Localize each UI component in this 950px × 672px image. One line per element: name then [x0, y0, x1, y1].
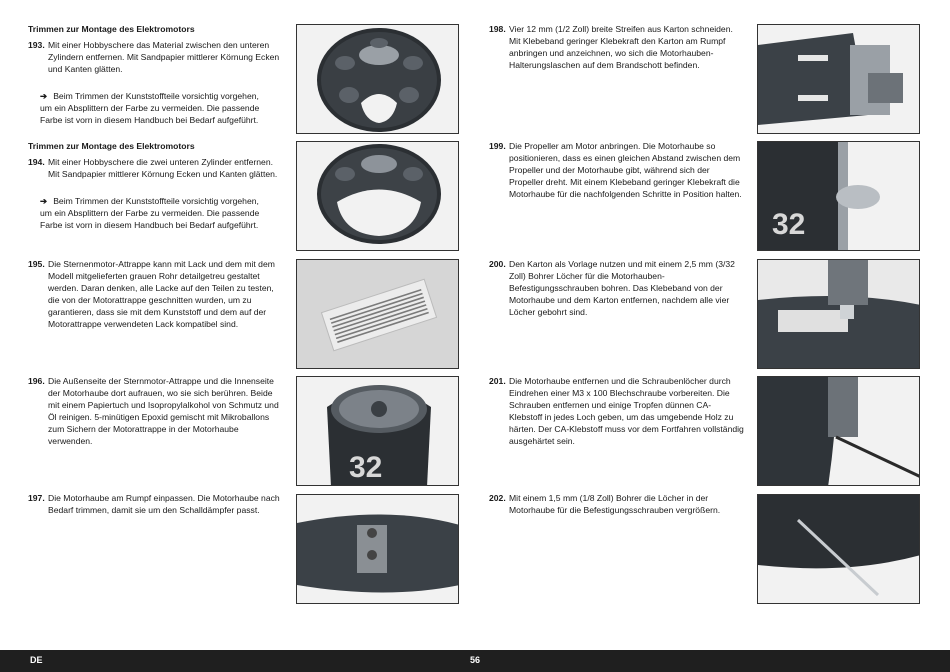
step-number: 197.	[28, 493, 45, 503]
screw-hole-photo	[758, 377, 920, 486]
photo-step-195	[296, 259, 459, 369]
photo-step-200	[757, 259, 920, 369]
propeller-cowl-photo	[758, 142, 920, 251]
cowl-trimmed-photo	[297, 25, 459, 134]
section-heading-1: Trimmen zur Montage des Elektromotors	[28, 24, 195, 34]
cowl-number: 32	[772, 208, 806, 241]
cowl-drill-bit-photo	[758, 495, 920, 604]
step-number: 196.	[28, 376, 45, 386]
note-text: Beim Trimmen der Kunststoffteile vorsichtig vorgehen, um ein Absplittern der Farbe zu vermeiden. Die passende Farbe ist vorn in diesem Handbuch bei Bedarf aufgeführt.	[40, 196, 260, 230]
note-text: Beim Trimmen der Kunststoffteile vorsichtig vorgehen, um ein Absplittern der Farbe zu vermeiden. Die passende Farbe ist vorn in diesem Handbuch bei Bedarf aufgeführt.	[40, 91, 260, 125]
note-2	[40, 195, 272, 231]
tube-package-photo	[297, 260, 459, 369]
step-number: 193.	[28, 40, 45, 50]
step-202	[489, 492, 744, 516]
step-text: Mit einer Hobbyschere die zwei unteren Zylinder entfernen. Mit Sandpapier mittlerer Körnung Ecken und Kanten glätten.	[48, 157, 278, 179]
step-text: Die Außenseite der Sternmotor-Attrappe und die Innenseite der Motorhaube dort aufrauen, wo sie sich berühren. Beide mit einem Papiertuch und Isopropylalkohol von Schmutz und Öl reinigen. 5-minütigen Epoxid gemischt mit Mikroballons zum Sichern der Motorattrappe in der Motorhaube verwenden.	[48, 376, 279, 446]
language-label: DE	[30, 655, 43, 665]
step-text: Die Motorhaube am Rumpf einpassen. Die Motorhaube nach Bedarf trimmen, damit sie um den Schalldämpfer passt.	[48, 493, 280, 515]
cowl-with-engine-photo	[297, 377, 459, 486]
step-194	[28, 156, 280, 180]
photo-step-194	[296, 141, 459, 251]
cowl-cylinders-removed-photo	[297, 142, 459, 251]
photo-step-199	[757, 141, 920, 251]
step-text: Mit einem 1,5 mm (1/8 Zoll) Bohrer die Löcher in der Motorhaube für die Befestigungsschrauben vergrößern.	[509, 493, 721, 515]
step-text: Die Propeller am Motor anbringen. Die Motorhaube so positionieren, dass es einen gleichen Abstand zwischen dem Propeller und der Motorhaube gibt, während sich der Propeller dreht. Mit einem Klebeband geringer Klebekraft die Motorhaube für die nachfolgenden Schritte in Position halten.	[509, 141, 742, 199]
step-text: Die Motorhaube entfernen und die Schraubenlöcher durch Eindrehen einer M3 x 100 Blechschraube vorbereiten. Die Schrauben entfernen und einige Tropfen dünnen CA-Klebstoff in jedes Loch geben, um das umgebende Holz zu härten. Der CA-Klebstoff muss vor dem Fortfahren vollständig ausgehärtet sein.	[509, 376, 744, 446]
step-number: 199.	[489, 141, 506, 151]
drilling-photo	[758, 260, 920, 369]
note-1	[40, 90, 272, 126]
cowl-on-fuselage-photo	[297, 495, 459, 604]
step-text: Mit einer Hobbyschere das Material zwischen den unteren Zylindern entfernen. Mit Sandpapier mittlerer Körnung Ecken und Kanten glätten.	[48, 40, 280, 74]
step-text: Den Karton als Vorlage nutzen und mit einem 2,5 mm (3/32 Zoll) Bohrer Löcher für die Motorhauben-Befestigungsschrauben bohren. Das Klebeband von der Motorhaube und dem Karton entfernen, nachdem alle vier Löcher gebohrt sind.	[509, 259, 735, 317]
step-198	[489, 23, 744, 71]
photo-step-201	[757, 376, 920, 486]
step-number: 195.	[28, 259, 45, 269]
section-heading-2: Trimmen zur Montage des Elektromotors	[28, 141, 195, 151]
step-193	[28, 39, 280, 75]
photo-step-202	[757, 494, 920, 604]
step-201	[489, 375, 744, 447]
photo-step-197	[296, 494, 459, 604]
photo-step-196	[296, 376, 459, 486]
firewall-cardboard-photo	[758, 25, 920, 134]
photo-step-193	[296, 24, 459, 134]
step-200	[489, 258, 744, 318]
step-number: 201.	[489, 376, 506, 386]
step-number: 202.	[489, 493, 506, 503]
cowl-number: 32	[349, 451, 383, 484]
step-197	[28, 492, 280, 516]
page-number: 56	[469, 655, 480, 665]
footer-bar	[0, 650, 950, 672]
step-number: 198.	[489, 24, 506, 34]
step-text: Die Sternenmotor-Attrappe kann mit Lack und dem mit dem Modell mitgelieferten grauen Rohr detailgetreu gestaltet werden. Daran denken, alle Lacke auf den Teilen zu testen, die von der Motorattrappe geschnitten wurden, um zu garantieren, dass sie mit dem Kunststoff und dem auf der Motorattrappe verwendeten Lack kompatibel sind.	[48, 259, 275, 329]
step-199	[489, 140, 744, 200]
step-195	[28, 258, 280, 330]
arrow-icon: ➔	[40, 196, 48, 206]
step-text: Vier 12 mm (1/2 Zoll) breite Streifen aus Karton schneiden. Mit Klebeband geringer Klebekraft den Karton am Rumpf anbringen und anzeichnen, wo sich die Motorhauben-Halterungslaschen auf dem Brandschott befinden.	[509, 24, 733, 70]
step-number: 200.	[489, 259, 506, 269]
step-196	[28, 375, 280, 447]
arrow-icon: ➔	[40, 91, 48, 101]
photo-step-198	[757, 24, 920, 134]
step-number: 194.	[28, 157, 45, 167]
